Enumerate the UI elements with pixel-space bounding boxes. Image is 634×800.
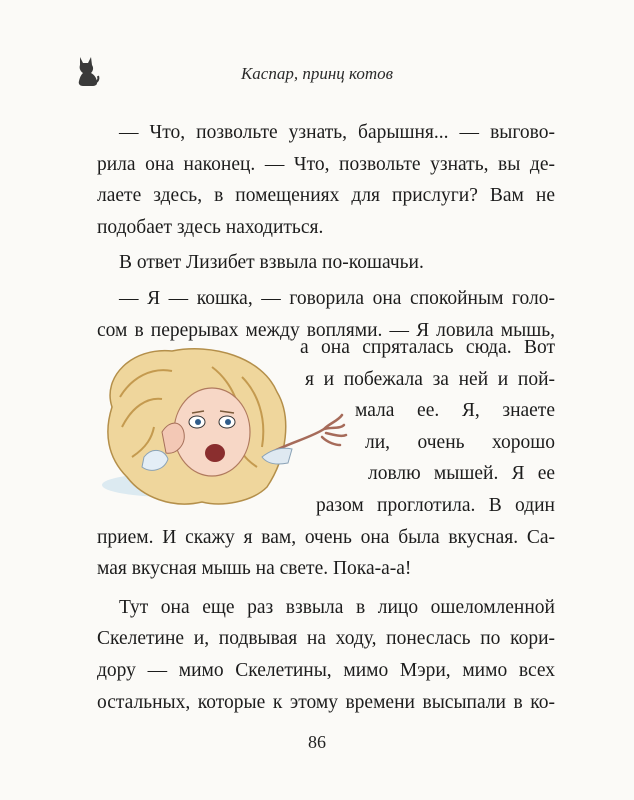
text-line: Скелетине и, подвывая на ходу, понеслась по кори- [97,628,555,650]
text-line: лаете здесь, в помещениях для прислуги? Вам не [97,185,555,207]
text-line: — Я — кошка, — говорила она спокойным голо- [119,287,555,309]
text-block-wrap-e [368,458,555,490]
text-block-top [97,117,555,346]
text-block-wrap-d [365,427,555,459]
text-line: Тут она еще раз взвыла в лицо ошеломленной [119,596,555,618]
text-line: ли, очень хорошо [365,431,555,453]
text-line: рила она наконец. — Что, позвольте узнать, вы де- [97,153,555,175]
text-line: разом проглотила. В один [316,495,555,516]
running-title: Каспар, принц котов [241,64,393,83]
text-line: прием. И скажу я вам, очень она была вкусная. Са- [97,526,555,548]
text-line: сом в перерывах между воплями. — Я ловила мышь, [97,319,555,341]
text-line: подобает здесь находиться. [97,216,324,238]
text-line: ловлю мышей. Я ее [368,463,555,485]
page-number: 86 [308,732,326,752]
text-line: мая вкусная мышь на свете. Пока-а-а! [97,558,412,580]
text-line: В ответ Лизибет взвыла по-кошачьи. [119,252,424,274]
text-line: а она спряталась сюда. Вот [300,337,555,358]
text-block-bottom [97,522,555,719]
text-line: я и побежала за ней и пой- [305,368,555,390]
text-block-wrap-b [305,364,555,396]
text-line: дору — мимо Скелетины, мимо Мэри, мимо всех [97,659,555,681]
text-line: — Что, позвольте узнать, барышня... — выгово- [119,122,555,143]
text-line: мала ее. Я, знаете [355,400,555,422]
text-block-wrap-f [316,490,555,522]
text-block-wrap-c [355,395,555,427]
text-block-wrap-a [300,332,555,364]
text-line: остальных, которые к этому времени высыпали в ко- [97,691,555,713]
